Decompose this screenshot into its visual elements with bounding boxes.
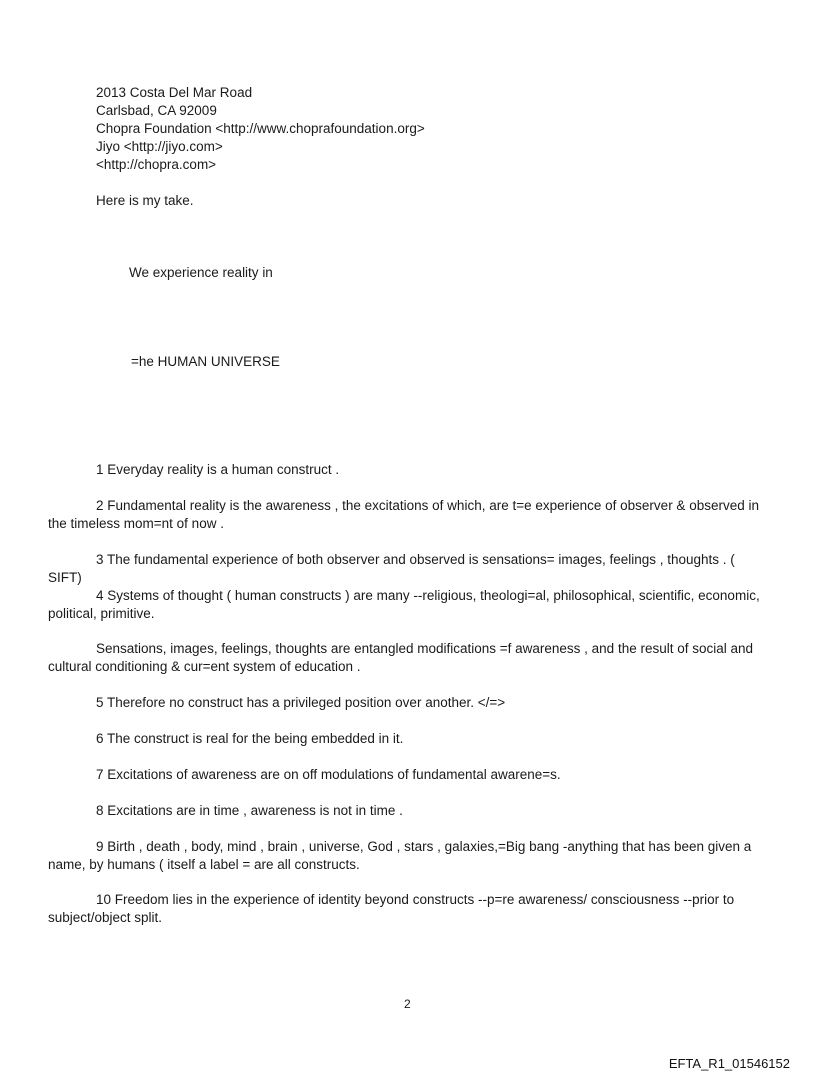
chopra-foundation-link: Chopra Foundation <http://www.choprafoundation.org> bbox=[96, 121, 425, 136]
jiyo-link: Jiyo <http://jiyo.com> bbox=[96, 139, 223, 154]
paragraph-4: 4 Systems of thought ( human constructs ) are many --religious, theologi=al, philosophical, scientific, economic, political, primitive. bbox=[48, 588, 760, 621]
address-city: Carlsbad, CA 92009 bbox=[96, 103, 217, 118]
paragraph-7: 7 Excitations of awareness are on off modulations of fundamental awarene=s. bbox=[96, 767, 561, 782]
paragraph-8: 8 Excitations are in time , awareness is not in time . bbox=[96, 803, 403, 818]
paragraph-sensations: Sensations, images, feelings, thoughts are entangled modifications =f awareness , and the result of social and cultural conditioning & cur=ent system of education . bbox=[48, 641, 754, 674]
page-number: 2 bbox=[404, 997, 411, 1011]
paragraph-6: 6 The construct is real for the being embedded in it. bbox=[96, 731, 404, 746]
chopra-link: <http://chopra.com> bbox=[96, 157, 217, 172]
paragraph-3: 3 The fundamental experience of both observer and observed is sensations= images, feelings , thoughts . ( SIFT) bbox=[48, 552, 735, 585]
paragraph-1: 1 Everyday reality is a human construct . bbox=[96, 462, 340, 477]
indented-line-human-universe: =he HUMAN UNIVERSE bbox=[131, 354, 280, 369]
paragraph-10: 10 Freedom lies in the experience of identity beyond constructs --p=re awareness/ consciousness --prior to subject/object split. bbox=[48, 892, 735, 925]
paragraph-5: 5 Therefore no construct has a privileged position over another. </=> bbox=[96, 695, 506, 710]
intro-line: Here is my take. bbox=[96, 193, 194, 208]
document-id: EFTA_R1_01546152 bbox=[668, 1056, 790, 1071]
paragraph-2: 2 Fundamental reality is the awareness , the excitations of which, are t=e experience of observer & observed in the timeless mom=nt of now . bbox=[48, 498, 759, 531]
address-street: 2013 Costa Del Mar Road bbox=[96, 85, 253, 100]
paragraph-9: 9 Birth , death , body, mind , brain , universe, God , stars , galaxies,=Big bang -anything that has been given a name, by humans ( itself a label = are all constructs. bbox=[48, 839, 752, 872]
indented-line-reality: We experience reality in bbox=[129, 265, 273, 280]
